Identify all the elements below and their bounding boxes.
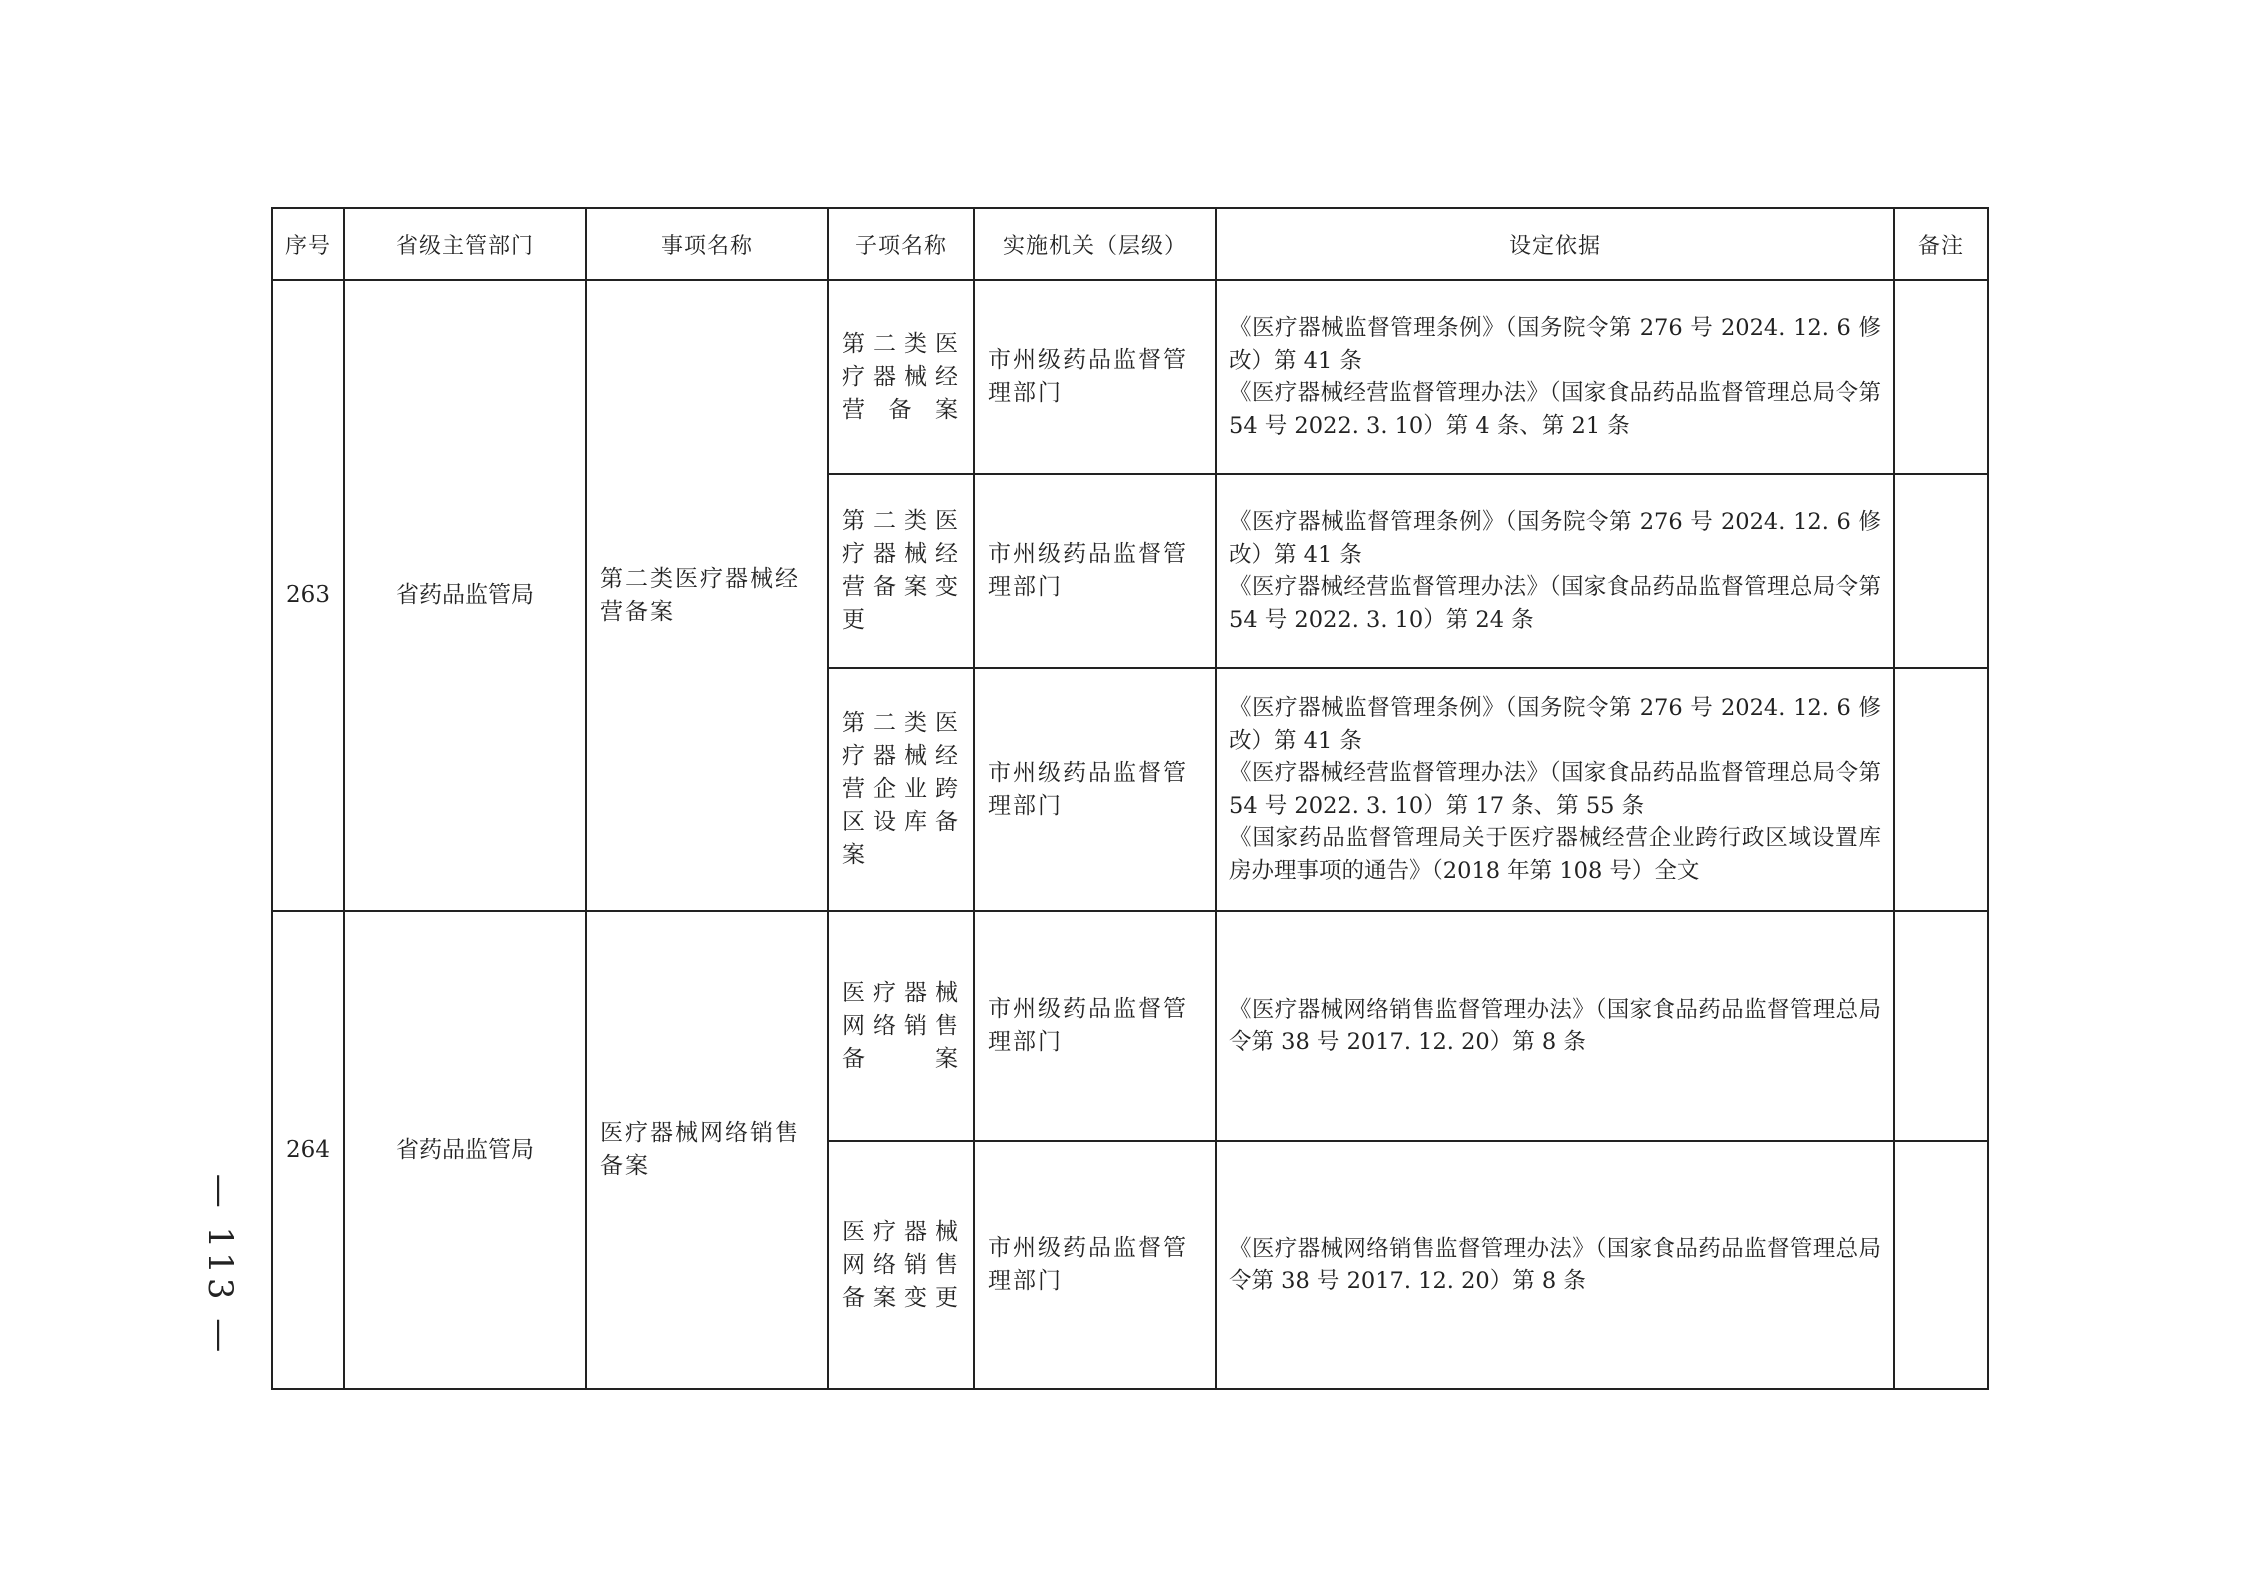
remark-cell	[1894, 911, 1988, 1141]
header-basis: 设定依据	[1216, 208, 1894, 280]
header-subitem: 子项名称	[828, 208, 974, 280]
header-seq: 序号	[272, 208, 344, 280]
org-cell: 市州级药品监督管理部门	[974, 911, 1216, 1141]
table-row	[272, 280, 1988, 474]
header-org: 实施机关（层级）	[974, 208, 1216, 280]
dept-cell: 省药品监管局	[344, 280, 586, 911]
basis-cell	[1216, 1141, 1894, 1389]
org-cell: 市州级药品监督管理部门	[974, 280, 1216, 474]
basis-line: 《医疗器械经营监督管理办法》（国家食品药品监督管理总局令第 54 号 2022. 3. 10）第 4 条、第 21 条	[1229, 380, 1881, 439]
basis-line: 《医疗器械经营监督管理办法》（国家食品药品监督管理总局令第 54 号 2022. 3. 10）第 17 条、第 55 条	[1229, 760, 1881, 819]
basis-line: 《医疗器械网络销售监督管理办法》（国家食品药品监督管理总局令第 38 号 2017. 12. 20）第 8 条	[1229, 1235, 1881, 1294]
page-number-text: — 113 —	[200, 1173, 240, 1357]
remark-cell	[1894, 474, 1988, 668]
org-cell: 市州级药品监督管理部门	[974, 474, 1216, 668]
org-cell: 市州级药品监督管理部门	[974, 1141, 1216, 1389]
seq-cell: 263	[272, 280, 344, 911]
basis-cell	[1216, 280, 1894, 474]
basis-cell	[1216, 911, 1894, 1141]
table-row	[272, 911, 1988, 1141]
basis-line: 《医疗器械监督管理条例》（国务院令第 276 号 2024. 12. 6 修改）第 41 条	[1229, 509, 1881, 568]
org-cell: 市州级药品监督管理部门	[974, 668, 1216, 911]
item-cell: 医疗器械网络销售备案	[586, 911, 828, 1389]
subitem-cell: 医疗器械网络销售备案	[828, 911, 974, 1141]
remark-cell	[1894, 280, 1988, 474]
subitem-cell: 医疗器械网络销售备案变更	[828, 1141, 974, 1389]
matters-table	[271, 207, 1989, 1390]
basis-line: 《医疗器械监督管理条例》（国务院令第 276 号 2024. 12. 6 修改）第 41 条	[1229, 315, 1881, 374]
header-row	[272, 208, 1988, 280]
subitem-cell: 第二类医疗器械经营企业跨区设库备案	[828, 668, 974, 911]
subitem-cell: 第二类医疗器械经营备案	[828, 280, 974, 474]
page-number	[195, 1173, 245, 1357]
seq-cell: 264	[272, 911, 344, 1389]
remark-cell	[1894, 1141, 1988, 1389]
basis-line: 《医疗器械网络销售监督管理办法》（国家食品药品监督管理总局令第 38 号 2017. 12. 20）第 8 条	[1229, 996, 1881, 1055]
header-remark: 备注	[1894, 208, 1988, 280]
basis-line: 《医疗器械经营监督管理办法》（国家食品药品监督管理总局令第 54 号 2022. 3. 10）第 24 条	[1229, 574, 1881, 633]
basis-cell	[1216, 668, 1894, 911]
remark-cell	[1894, 668, 1988, 911]
header-item: 事项名称	[586, 208, 828, 280]
dept-cell: 省药品监管局	[344, 911, 586, 1389]
header-dept: 省级主管部门	[344, 208, 586, 280]
basis-line: 《国家药品监督管理局关于医疗器械经营企业跨行政区域设置库房办理事项的通告》（2018 年第 108 号）全文	[1229, 825, 1881, 884]
basis-cell	[1216, 474, 1894, 668]
basis-line: 《医疗器械监督管理条例》（国务院令第 276 号 2024. 12. 6 修改）第 41 条	[1229, 695, 1881, 754]
item-cell: 第二类医疗器械经营备案	[586, 280, 828, 911]
subitem-cell: 第二类医疗器械经营备案变更	[828, 474, 974, 668]
